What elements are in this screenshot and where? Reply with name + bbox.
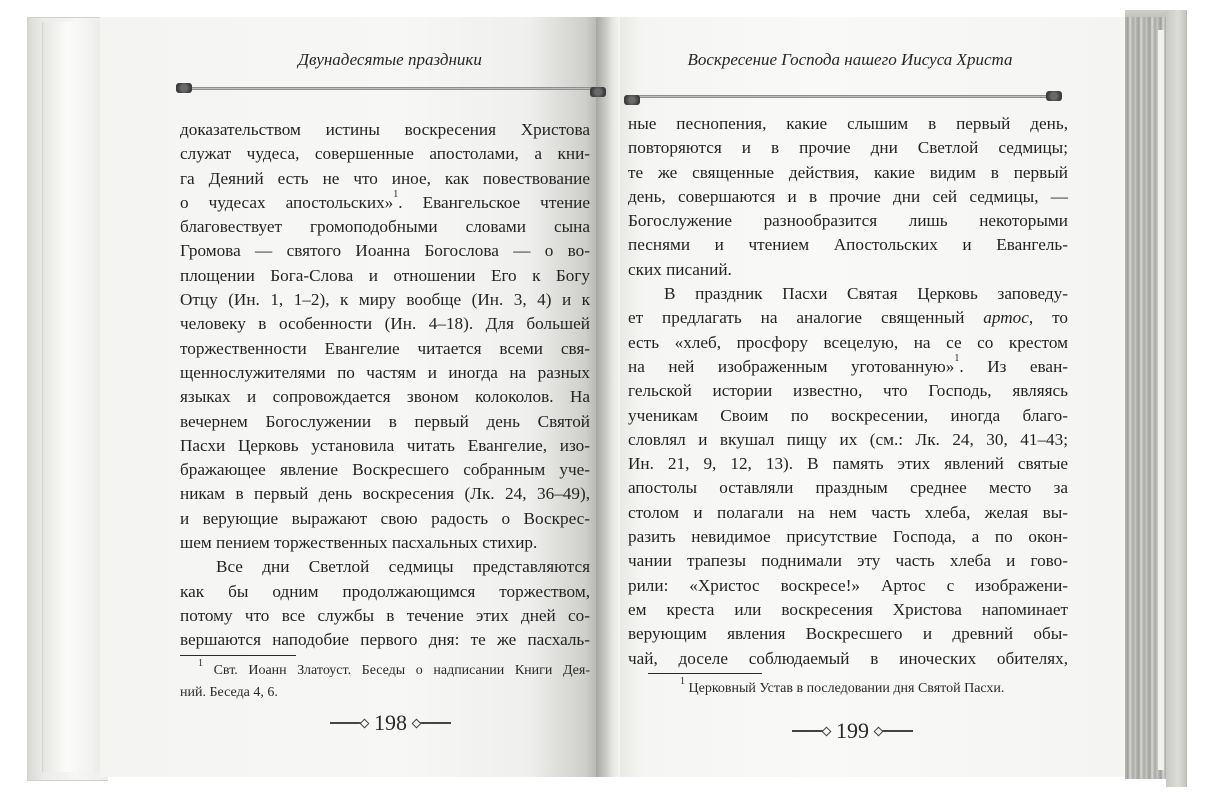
text-line-content: есть «хлеб, просфору всецелую, на се со крестом	[628, 332, 1068, 352]
page-number-ornament-icon	[413, 719, 451, 727]
left-body-text	[180, 118, 590, 653]
right-footnote-line-1	[680, 678, 1080, 700]
text-line-content: столом и полагали на нем часть хлеба, желая вы-	[628, 502, 1068, 522]
text-line-content: Все дни Светлой седмицы представляются	[216, 557, 590, 577]
text-line	[180, 188, 590, 215]
left-page-number	[330, 710, 451, 736]
italic-term: артос	[983, 308, 1029, 328]
text-line-content: словлял и вкушал пищу их (см.: Лк. 24, 30, 41–43;	[628, 429, 1068, 449]
text-line-content: человеку в особенности (Ин. 4–18). Для большей	[180, 314, 590, 334]
right-footnote-text-1: Церковный Устав в последовании дня Святой Пасхи.	[688, 681, 1005, 696]
text-line	[628, 549, 1068, 573]
right-rule-start-finial-icon	[624, 95, 640, 105]
text-line	[628, 428, 1068, 452]
text-line	[628, 209, 1068, 233]
text-line	[180, 580, 590, 604]
text-line-content: повторяются и в прочие дни Светлой седмицы;	[628, 138, 1068, 158]
text-line	[628, 574, 1068, 598]
text-line-content: рили: «Христос воскресе!» Артос с изображени-	[628, 575, 1068, 595]
text-line-content: га Деяний есть не что иное, как повествование	[180, 168, 590, 188]
text-line-continuation: , то	[1028, 308, 1068, 328]
left-footnote	[180, 660, 590, 704]
text-line	[628, 379, 1068, 403]
text-line	[180, 337, 590, 361]
page-number-ornament-icon	[792, 727, 830, 735]
text-line	[180, 507, 590, 531]
text-line	[628, 136, 1068, 160]
right-cover	[1166, 10, 1187, 787]
text-line-content: служат чудеса, совершенные апостолами, а кни-	[180, 144, 590, 164]
book-spine-gutter	[596, 17, 620, 777]
text-line-content: шем пением торжественных пасхальных стихир.	[180, 533, 538, 553]
right-footnote-marker: 1	[680, 676, 685, 687]
text-line	[628, 282, 1068, 306]
text-line	[180, 458, 590, 482]
text-line	[628, 258, 1068, 282]
text-line	[180, 167, 590, 191]
text-line-content: торжественности Евангелие читается всеми свя-	[180, 338, 590, 358]
text-line-content: ем креста или воскресения Христова напоминает	[628, 599, 1068, 619]
text-line	[180, 531, 590, 555]
text-line-content: никам в первый день воскресения (Лк. 24, 36–49),	[180, 484, 590, 504]
text-line	[180, 361, 590, 385]
text-line-content: потому что все службы в течение этих дней со-	[180, 605, 590, 625]
text-line-content: ученикам Своим по воскресении, иногда благо-	[628, 405, 1068, 425]
text-line-content: благовествует громоподобными словами сына	[180, 217, 590, 237]
text-line-content: бражающее явление Воскресшего собранным уче-	[180, 460, 590, 480]
text-line-content: В праздник Пасхи Святая Церковь заповеду-	[664, 284, 1068, 304]
text-line	[180, 264, 590, 288]
left-footnote-line-1	[180, 660, 590, 682]
text-line-content: вершаются наподобие первого дня: те же пасхаль-	[180, 630, 590, 650]
text-line-content: день, совершаются и в прочие дни сей седмицы, —	[628, 186, 1068, 206]
right-page-stack-edge	[1158, 30, 1164, 770]
left-header-rule	[186, 87, 596, 90]
text-line	[628, 352, 1068, 379]
text-line-content: чании трапезы поднимали эту часть хлеба и гово-	[628, 551, 1068, 571]
text-line	[180, 555, 590, 579]
text-line	[628, 112, 1068, 136]
footnote-reference[interactable]: 1	[393, 188, 399, 200]
text-line-content: ских писаний.	[628, 259, 732, 279]
text-line	[628, 622, 1068, 646]
text-line-content: гельской истории известно, что Господь, являясь	[628, 381, 1068, 401]
left-rule-end-finial-icon	[590, 87, 606, 97]
text-line	[628, 331, 1068, 355]
text-line	[180, 482, 590, 506]
text-line-content: верующим явления Воскресшего и древний обы-	[628, 624, 1068, 644]
text-line	[628, 476, 1068, 500]
text-line-content: языках и сопровождается звоном колоколов. На	[180, 387, 590, 407]
text-line	[180, 410, 590, 434]
left-footnote-marker: 1	[198, 658, 203, 669]
right-rule-finial-icon	[1046, 91, 1062, 101]
text-line-content: те же священные действия, какие видим в первый	[628, 162, 1068, 182]
right-running-head: Воскресение Господа нашего Иисуса Христа	[687, 50, 1013, 69]
text-line-content: на ней изображенным уготованную»	[628, 356, 955, 376]
text-line-content: Пасхи Церковь установила читать Евангелие, изо-	[180, 435, 590, 455]
text-line	[628, 598, 1068, 622]
text-line-content: чай, доселе соблюдаемый в иноческих обителях,	[628, 648, 1068, 668]
left-footnote-rule	[180, 655, 296, 656]
text-line-content: площении Бога-Слова и отношении Его к Богу	[180, 265, 590, 285]
text-line	[180, 434, 590, 458]
text-line	[628, 452, 1068, 476]
left-page-stack	[42, 22, 103, 772]
text-line	[180, 385, 590, 409]
left-page-number-value: 198	[374, 710, 407, 735]
text-line	[180, 118, 590, 142]
footnote-reference[interactable]: 1	[954, 352, 960, 364]
text-line-content: как бы одним продолжающимся торжеством,	[180, 581, 590, 601]
text-line	[628, 185, 1068, 209]
text-line-content: песнями и чтением Апостольских и Евангель-	[628, 235, 1068, 255]
right-footnote-rule	[648, 673, 762, 674]
text-line-content: апостолы оставляли праздным среднее место за	[628, 478, 1068, 498]
text-line	[628, 161, 1068, 185]
text-line-content: и верующие выражают свою радость о Воскрес-	[180, 508, 590, 528]
text-line-content: вечернем Богослужении в первый день Святой	[180, 411, 590, 431]
text-line	[180, 215, 590, 239]
right-page-number	[792, 718, 913, 744]
left-footnote-line-2: ний. Беседа 4, 6.	[180, 685, 278, 700]
text-line	[180, 604, 590, 628]
page-number-ornament-icon	[875, 727, 913, 735]
left-footnote-text-1: Свт. Иоанн Златоуст. Беседы о надписании Книги Дея-	[213, 663, 591, 678]
text-line	[180, 312, 590, 336]
text-line	[180, 288, 590, 312]
text-line	[628, 306, 1068, 330]
text-line-content: Отцу (Ин. 1, 1–2), к миру вообще (Ин. 3, 4) и к	[180, 290, 590, 310]
text-line-continuation: . Евангельское чтение	[398, 192, 590, 212]
text-line-content: щеннослужителями по частям и иногда на разных	[180, 362, 590, 382]
text-line	[628, 501, 1068, 525]
page-number-ornament-icon	[330, 719, 368, 727]
text-line	[180, 142, 590, 166]
text-line-content: Ин. 21, 9, 12, 13). В память этих явлений святые	[628, 454, 1068, 474]
text-line	[180, 628, 590, 652]
right-body-text	[628, 112, 1068, 671]
text-line-content: Богослужение разнообразится лишь некоторыми	[628, 211, 1068, 231]
right-footnote	[680, 678, 1080, 700]
left-running-head: Двунадесятые праздники	[298, 50, 482, 69]
left-rule-finial-icon	[176, 83, 192, 93]
text-line	[628, 525, 1068, 549]
text-line	[628, 647, 1068, 671]
text-line-content: ные песнопения, какие слышим в первый день,	[628, 114, 1068, 133]
text-line-continuation: . Из еван-	[959, 356, 1068, 376]
text-line-content: разить невидимое присутствие Господа, а по окон-	[628, 527, 1068, 547]
text-line-content: о чудесах апостольских»	[180, 192, 394, 212]
right-header-rule	[636, 95, 1054, 98]
text-line	[628, 404, 1068, 428]
text-line-content: ет предлагать на аналогие священный	[628, 308, 984, 328]
right-page-number-value: 199	[836, 718, 869, 743]
text-line	[180, 239, 590, 263]
text-line	[628, 233, 1068, 257]
text-line-content: Громова — святого Иоанна Богослова — о во-	[180, 241, 590, 261]
text-line-content: доказательством истины воскресения Христова	[180, 120, 590, 139]
